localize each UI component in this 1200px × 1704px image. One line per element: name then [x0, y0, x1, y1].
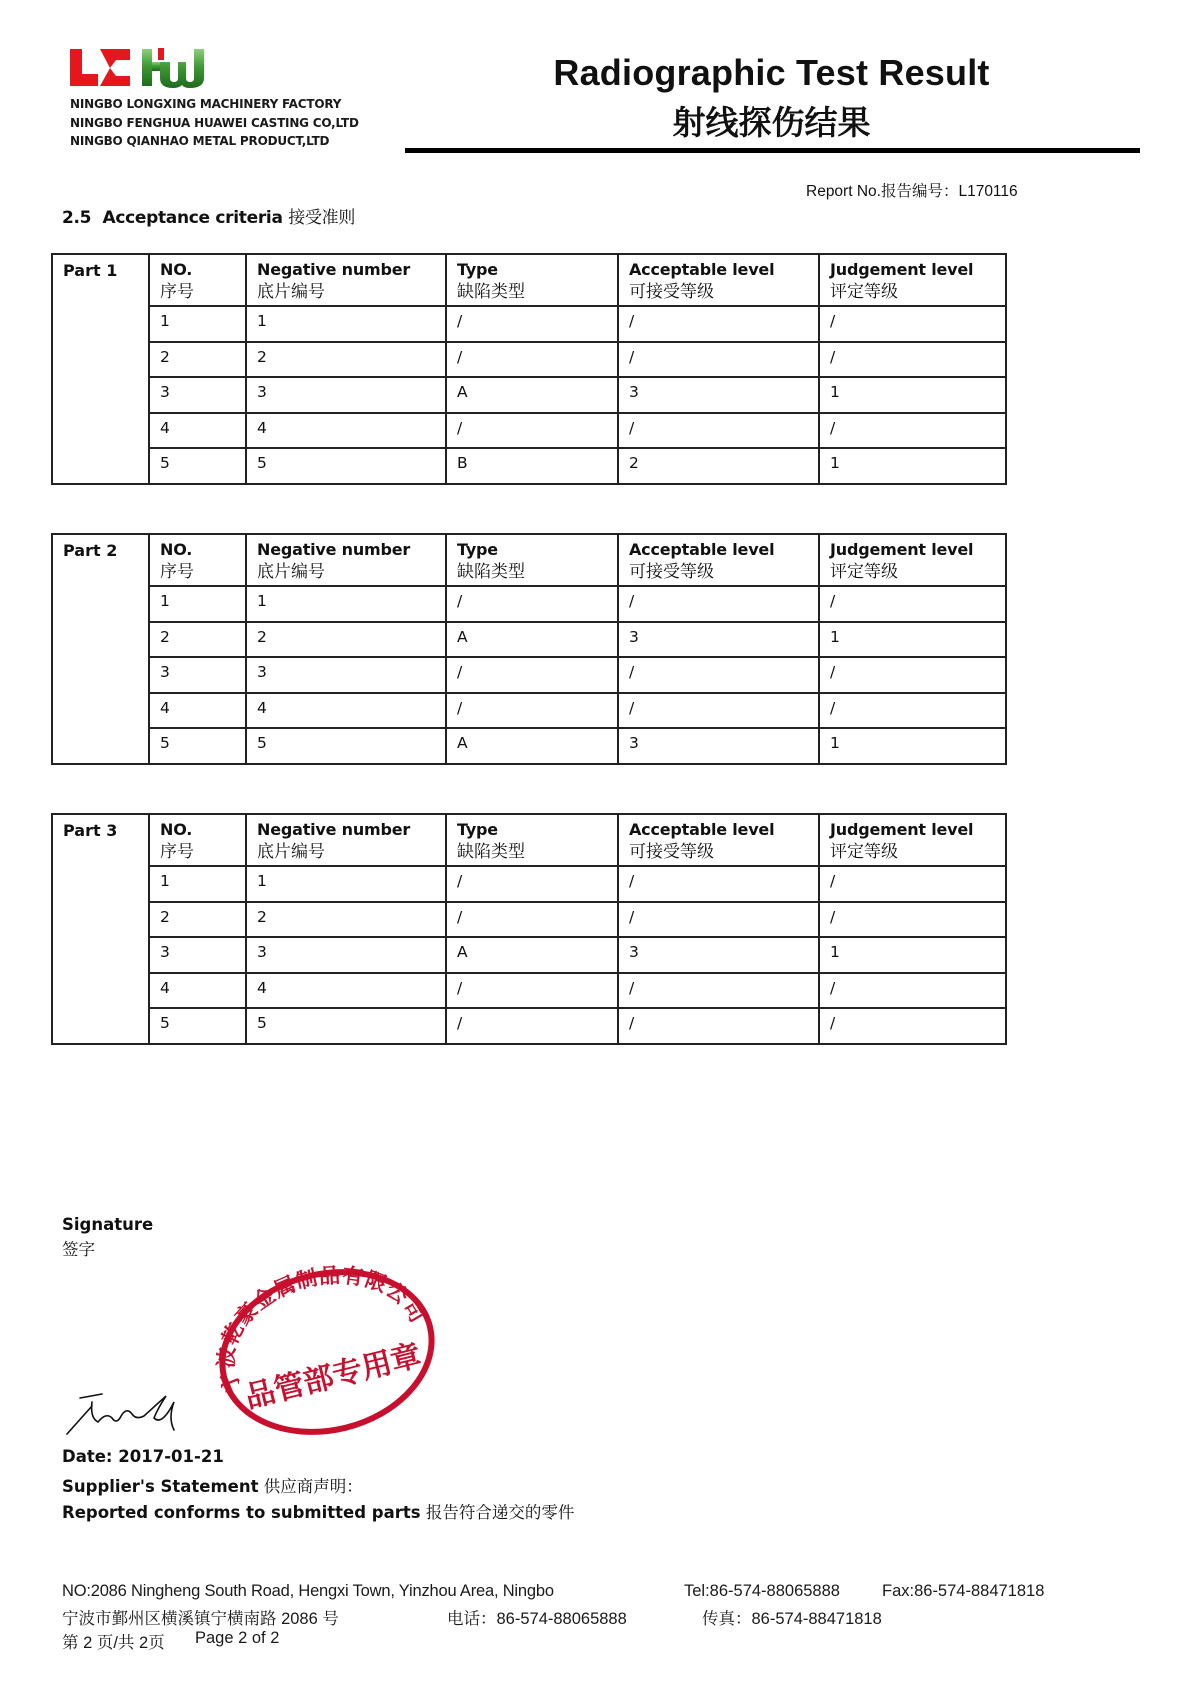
cell-type: / — [446, 693, 618, 729]
cell-negative: 1 — [246, 586, 446, 622]
cell-no: 3 — [149, 937, 246, 973]
cell-judgement: / — [819, 1008, 1006, 1044]
cell-no: 2 — [149, 622, 246, 658]
cell-type: A — [446, 622, 618, 658]
table-row — [52, 693, 1006, 729]
cell-no: 3 — [149, 377, 246, 413]
report-number-value: L170116 — [958, 183, 1018, 200]
col-header-no: NO. 序号 — [149, 254, 246, 306]
cell-type: / — [446, 306, 618, 342]
cell-type: A — [446, 937, 618, 973]
col-header-no: NO. 序号 — [149, 814, 246, 866]
cell-acceptable: / — [618, 973, 819, 1009]
cell-acceptable: / — [618, 306, 819, 342]
section-heading — [62, 203, 355, 228]
table-row — [52, 937, 1006, 973]
cell-negative: 4 — [246, 413, 446, 449]
cell-judgement: 1 — [819, 622, 1006, 658]
cell-negative: 2 — [246, 622, 446, 658]
cell-no: 4 — [149, 973, 246, 1009]
col-header-judgement-level: Judgement level 评定等级 — [819, 534, 1006, 586]
table-row — [52, 1008, 1006, 1044]
table-row — [52, 342, 1006, 378]
cell-judgement: / — [819, 342, 1006, 378]
cell-type: / — [446, 413, 618, 449]
cell-no: 2 — [149, 342, 246, 378]
cell-acceptable: / — [618, 342, 819, 378]
page-title: Radiographic Test Result — [553, 52, 990, 93]
cell-type: / — [446, 1008, 618, 1044]
cell-negative: 5 — [246, 1008, 446, 1044]
table-row — [52, 413, 1006, 449]
cell-type: A — [446, 728, 618, 764]
cell-acceptable: 3 — [618, 622, 819, 658]
page-title-cn: 射线探伤结果 — [672, 103, 871, 142]
cell-no: 5 — [149, 728, 246, 764]
cell-type: / — [446, 342, 618, 378]
cell-negative: 3 — [246, 377, 446, 413]
table-row — [52, 973, 1006, 1009]
report-number-label: Report No.报告编号： — [806, 183, 959, 200]
cell-type: / — [446, 657, 618, 693]
cell-no: 4 — [149, 693, 246, 729]
col-header-acceptable-level: Acceptable level 可接受等级 — [618, 814, 819, 866]
table-row — [52, 728, 1006, 764]
supplier-statement-text: Reported conforms to submitted parts 报告符合递交的零件 — [62, 1503, 575, 1522]
cell-judgement: / — [819, 586, 1006, 622]
svg-text:宁波乾豪金属制品有限公司: 宁波乾豪金属制品有限公司 — [212, 1262, 431, 1397]
cell-acceptable: / — [618, 693, 819, 729]
company-line-3: NINGBO QIANHAO METAL PRODUCT,LTD — [70, 134, 330, 148]
table-row — [52, 902, 1006, 938]
footer-address-en: NO:2086 Ningheng South Road, Hengxi Town, Yinzhou Area, Ningbo — [62, 1582, 554, 1600]
cell-negative: 2 — [246, 342, 446, 378]
cell-no: 4 — [149, 413, 246, 449]
date-line — [62, 1447, 224, 1466]
cell-acceptable: / — [618, 866, 819, 902]
col-header-acceptable-level: Acceptable level 可接受等级 — [618, 254, 819, 306]
footer-page-cn: 第 2 页/共 2页 — [62, 1634, 165, 1652]
col-header-negative-number: Negative number 底片编号 — [246, 534, 446, 586]
cell-type: / — [446, 586, 618, 622]
cell-acceptable: / — [618, 657, 819, 693]
cell-acceptable: / — [618, 413, 819, 449]
col-header-negative-number: Negative number 底片编号 — [246, 814, 446, 866]
cell-judgement: 1 — [819, 448, 1006, 484]
cell-judgement: / — [819, 973, 1006, 1009]
table-row — [52, 622, 1006, 658]
cell-negative: 3 — [246, 937, 446, 973]
col-header-type: Type 缺陷类型 — [446, 534, 618, 586]
footer-address-cn: 宁波市鄞州区横溪镇宁横南路 2086 号 — [62, 1610, 339, 1628]
col-header-negative-number: Negative number 底片编号 — [246, 254, 446, 306]
company-line-2: NINGBO FENGHUA HUAWEI CASTING CO,LTD — [70, 115, 359, 130]
cell-acceptable: / — [618, 902, 819, 938]
table-row — [52, 657, 1006, 693]
table-row — [52, 866, 1006, 902]
cell-acceptable: 3 — [618, 377, 819, 413]
cell-acceptable: 2 — [618, 448, 819, 484]
cell-no: 5 — [149, 1008, 246, 1044]
col-header-type: Type 缺陷类型 — [446, 814, 618, 866]
cell-acceptable: 3 — [618, 728, 819, 764]
cell-type: / — [446, 866, 618, 902]
date-value: 2017-01-21 — [118, 1447, 224, 1466]
footer-fax-en: Fax:86-574-88471818 — [882, 1582, 1045, 1600]
cell-type: B — [446, 448, 618, 484]
table-row — [52, 448, 1006, 484]
title-divider — [405, 148, 1140, 153]
date-label: Date: — [62, 1447, 113, 1466]
cell-negative: 5 — [246, 728, 446, 764]
cell-type: / — [446, 902, 618, 938]
cell-no: 1 — [149, 306, 246, 342]
cell-judgement: / — [819, 306, 1006, 342]
cell-judgement: 1 — [819, 377, 1006, 413]
table-row — [52, 306, 1006, 342]
cell-acceptable: / — [618, 1008, 819, 1044]
cell-no: 1 — [149, 866, 246, 902]
table-row — [52, 586, 1006, 622]
criteria-table-part-2 — [51, 533, 1007, 765]
cell-type: A — [446, 377, 618, 413]
cell-acceptable: 3 — [618, 937, 819, 973]
cell-judgement: / — [819, 657, 1006, 693]
cell-judgement: / — [819, 866, 1006, 902]
section-title-cn: 接受准则 — [288, 208, 356, 228]
company-seal-stamp — [210, 1262, 445, 1442]
svg-text:品管部专用章: 品管部专用章 — [241, 1337, 425, 1416]
cell-no: 3 — [149, 657, 246, 693]
cell-judgement: / — [819, 693, 1006, 729]
cell-no: 5 — [149, 448, 246, 484]
footer-fax-cn: 传真：86-574-88471818 — [702, 1610, 882, 1628]
report-number — [806, 179, 1018, 201]
handwritten-signature — [62, 1388, 202, 1438]
footer-tel-cn: 电话：86-574-88065888 — [447, 1610, 627, 1628]
part-label: Part 3 — [52, 814, 149, 1044]
col-header-no: NO. 序号 — [149, 534, 246, 586]
cell-judgement: / — [819, 902, 1006, 938]
cell-negative: 3 — [246, 657, 446, 693]
cell-negative: 1 — [246, 866, 446, 902]
cell-negative: 4 — [246, 693, 446, 729]
company-names — [70, 95, 359, 151]
footer-page-en: Page 2 of 2 — [195, 1629, 280, 1647]
company-line-1: NINGBO LONGXING MACHINERY FACTORY — [70, 97, 342, 111]
cell-judgement: 1 — [819, 937, 1006, 973]
company-logo — [70, 46, 220, 90]
section-number: 2.5 — [62, 208, 92, 228]
cell-judgement: / — [819, 413, 1006, 449]
cell-no: 1 — [149, 586, 246, 622]
section-title: Acceptance criteria — [102, 208, 283, 228]
table-row — [52, 377, 1006, 413]
cell-negative: 1 — [246, 306, 446, 342]
part-label: Part 2 — [52, 534, 149, 764]
supplier-statement-label: Supplier's Statement 供应商声明： — [62, 1477, 363, 1496]
criteria-table-part-1 — [51, 253, 1007, 485]
cell-acceptable: / — [618, 586, 819, 622]
cell-negative: 4 — [246, 973, 446, 1009]
part-label: Part 1 — [52, 254, 149, 484]
cell-judgement: 1 — [819, 728, 1006, 764]
cell-no: 2 — [149, 902, 246, 938]
signature-label: Signature 签字 — [62, 1215, 154, 1259]
cell-type: / — [446, 973, 618, 1009]
cell-negative: 5 — [246, 448, 446, 484]
footer-tel-en: Tel:86-574-88065888 — [684, 1582, 840, 1600]
cell-negative: 2 — [246, 902, 446, 938]
col-header-acceptable-level: Acceptable level 可接受等级 — [618, 534, 819, 586]
col-header-judgement-level: Judgement level 评定等级 — [819, 254, 1006, 306]
col-header-judgement-level: Judgement level 评定等级 — [819, 814, 1006, 866]
criteria-table-part-3 — [51, 813, 1007, 1045]
col-header-type: Type 缺陷类型 — [446, 254, 618, 306]
